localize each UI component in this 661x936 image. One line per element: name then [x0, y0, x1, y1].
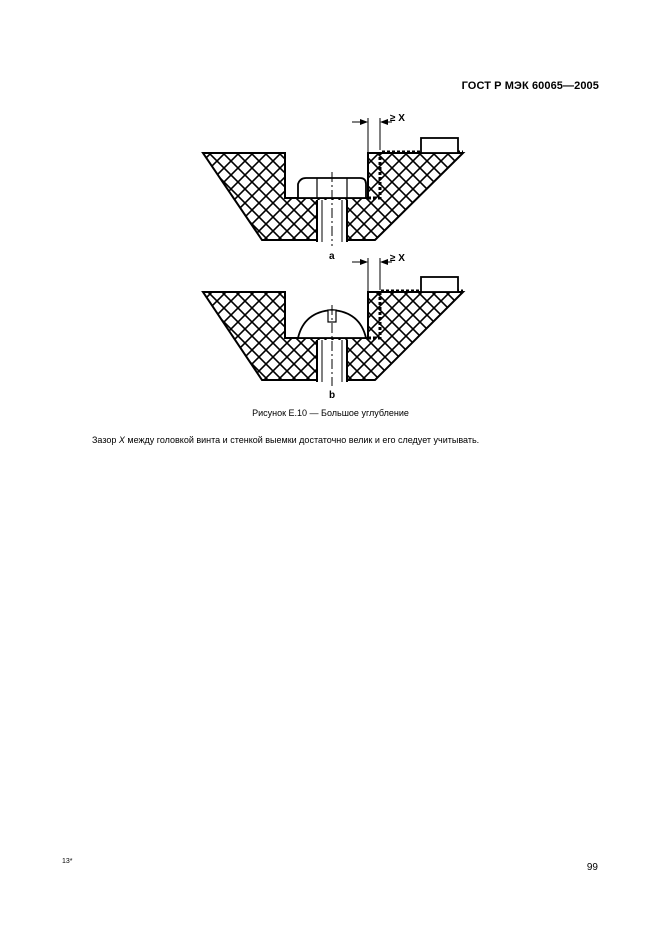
live-part-b [421, 277, 458, 292]
gap-label-b: ≥ X [390, 253, 405, 264]
body-paragraph [92, 435, 592, 445]
figure-label-a: a [329, 251, 335, 262]
figure-caption: Рисунок Е.10 — Большое углубление [252, 408, 409, 418]
gap-label-a: ≥ X [390, 113, 405, 124]
live-part-a [421, 138, 458, 153]
footnote-mark: 13* [62, 858, 73, 865]
diagram-a [203, 113, 463, 262]
paragraph-end: между головкой винта и стенкой выемки достаточно велик и его следует учитывать. [124, 435, 480, 445]
document-header: ГОСТ Р МЭК 60065—2005 [461, 80, 599, 92]
variable-x: X [118, 435, 125, 445]
page-number: 99 [586, 862, 598, 873]
figure-label-b: b [329, 390, 336, 401]
paragraph-start: Зазор [92, 435, 119, 445]
diagram-b [203, 253, 463, 401]
